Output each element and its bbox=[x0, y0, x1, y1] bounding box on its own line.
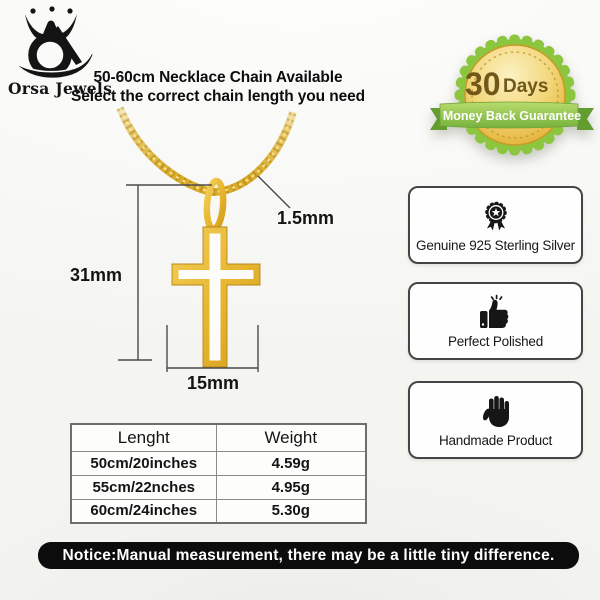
pendant-diagram bbox=[60, 100, 400, 400]
badge-days-number: 30 bbox=[465, 66, 501, 102]
notice-banner: Notice:Manual measurement, there may be a little tiny difference. bbox=[38, 542, 579, 569]
brand-name: Orsa Jewels bbox=[8, 79, 113, 98]
table-header-length: Lenght bbox=[71, 424, 216, 451]
table-cell-length: 60cm/24inches bbox=[71, 499, 216, 523]
table-cell-weight: 5.30g bbox=[216, 499, 366, 523]
table-cell-length: 55cm/22nches bbox=[71, 475, 216, 499]
table-row bbox=[71, 475, 366, 499]
thumbs-up-icon bbox=[476, 293, 516, 331]
badge-days-word: Days bbox=[503, 76, 549, 97]
table-header-row bbox=[71, 424, 366, 451]
hand-icon bbox=[476, 392, 516, 430]
pendant-height-label: 31mm bbox=[69, 265, 122, 285]
medal-icon bbox=[476, 199, 516, 235]
cross-pendant-image bbox=[172, 227, 260, 367]
badge-ribbon bbox=[430, 102, 594, 130]
size-weight-table bbox=[70, 423, 367, 524]
feature-box-handmade bbox=[408, 381, 583, 459]
table-row bbox=[71, 451, 366, 475]
money-back-guarantee-badge bbox=[427, 16, 597, 164]
table-cell-weight: 4.95g bbox=[216, 475, 366, 499]
table-header-weight: Weight bbox=[216, 424, 366, 451]
badge-ribbon-text: Money Back Guarantee bbox=[442, 109, 582, 123]
feature-label: Handmade Product bbox=[438, 433, 553, 448]
header-line2: Select the correct chain length you need bbox=[70, 88, 366, 105]
feature-label: Perfect Polished bbox=[447, 334, 544, 349]
feature-box-sterling-silver bbox=[408, 186, 583, 264]
pendant-width-label: 15mm bbox=[186, 373, 240, 393]
necklace-chain-image bbox=[120, 108, 293, 192]
table-cell-weight: 4.59g bbox=[216, 451, 366, 475]
pendant-bail-image bbox=[205, 181, 224, 230]
table-row bbox=[71, 499, 366, 523]
header-line1: 50-60cm Necklace Chain Available bbox=[93, 69, 343, 86]
feature-label: Genuine 925 Sterling Silver bbox=[416, 238, 575, 253]
chain-thickness-label: 1.5mm bbox=[277, 208, 335, 228]
table-cell-length: 50cm/20inches bbox=[71, 451, 216, 475]
feature-box-polished bbox=[408, 282, 583, 360]
